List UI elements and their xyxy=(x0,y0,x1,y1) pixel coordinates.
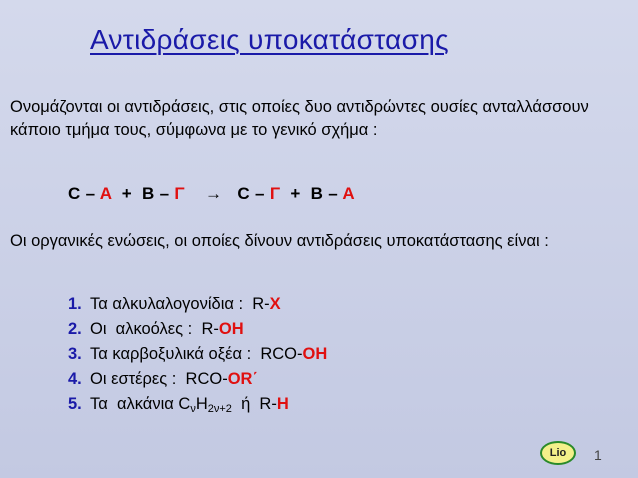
slide-title: Αντιδράσεις υποκατάστασης xyxy=(90,24,449,55)
subscript: ν xyxy=(190,403,196,415)
eq-plus2: + B – xyxy=(280,184,343,203)
list-item xyxy=(68,292,327,317)
eq-a1: A xyxy=(99,184,112,203)
item-text: H xyxy=(195,395,208,413)
list-item xyxy=(68,317,327,342)
eq-g2: Γ xyxy=(269,184,281,203)
item-text: Τα καρβοξυλικά οξέα : RCO- xyxy=(90,345,303,363)
general-equation xyxy=(68,184,355,204)
item-number: 5. xyxy=(68,395,82,413)
item-number: 2. xyxy=(68,320,82,338)
subscript: 2ν+2 xyxy=(207,403,232,415)
arrow-icon: → xyxy=(205,184,223,203)
item-text: Οι αλκοόλες : R- xyxy=(90,320,219,338)
compound-list xyxy=(68,292,327,417)
eq-g1: Γ xyxy=(174,184,185,203)
list-item xyxy=(68,342,327,367)
eq-c2: C – xyxy=(237,184,270,203)
list-item xyxy=(68,392,327,417)
eq-a2: A xyxy=(342,184,355,203)
eq-c1: C – xyxy=(68,184,100,203)
functional-group: OH xyxy=(302,345,328,363)
item-text: Τα αλκάνια C xyxy=(90,395,191,413)
item-number: 1. xyxy=(68,295,82,313)
functional-group: OH xyxy=(218,320,244,338)
page-number: 1 xyxy=(594,447,602,463)
item-text: Οι εστέρες : RCO- xyxy=(90,370,228,388)
functional-group: X xyxy=(269,295,281,313)
list-item xyxy=(68,367,327,392)
functional-group: OR΄ xyxy=(227,370,258,388)
item-number: 3. xyxy=(68,345,82,363)
item-number: 4. xyxy=(68,370,82,388)
eq-plus1: + B – xyxy=(111,184,175,203)
organic-intro-paragraph: Οι οργανικές ενώσεις, οι οποίες δίνουν αντιδράσεις υποκατάστασης είναι : xyxy=(10,232,549,250)
item-text: ή R- xyxy=(231,395,277,413)
item-text: Τα αλκυλαλογονίδια : R- xyxy=(90,295,270,313)
functional-group: H xyxy=(276,395,289,413)
author-badge: Lio xyxy=(540,441,576,465)
intro-paragraph: Ονομάζονται οι αντιδράσεις, στις οποίες δυο αντιδρώντες ουσίες ανταλλάσσουν κάποιο τμήμα τους, σύμφωνα με το γενικό σχήμα : xyxy=(10,98,589,139)
